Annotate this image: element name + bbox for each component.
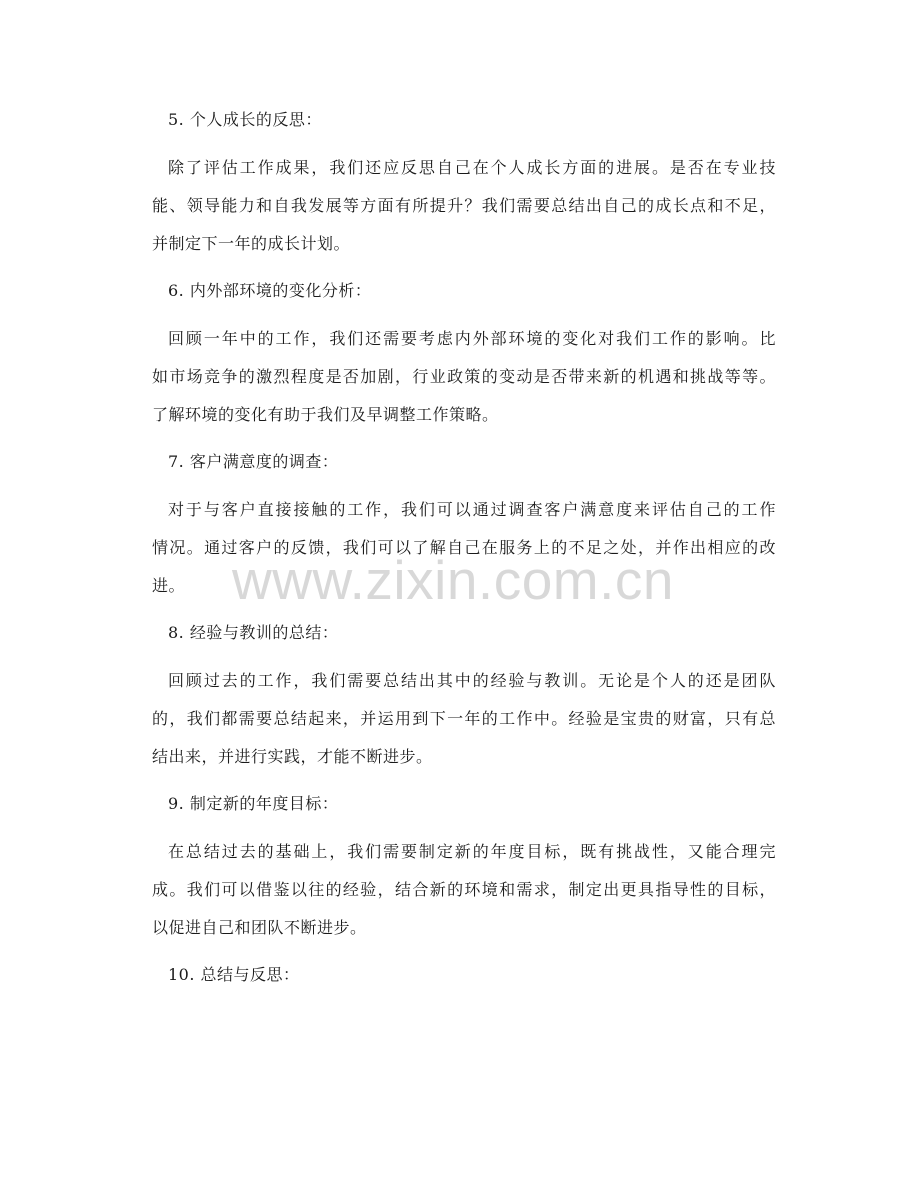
section-heading: 8. 经验与教训的总结： <box>168 623 339 642</box>
paragraph-line: 并制定下一年的成长计划。 <box>152 234 351 253</box>
paragraph-line: 在总结过去的基础上，我们需要制定新的年度目标，既有挑战性，又能合理完 <box>168 842 776 861</box>
watermark: www.zixin.com.cn <box>232 549 674 611</box>
paragraph-line: 回顾过去的工作，我们需要总结出其中的经验与教训。无论是个人的还是团队 <box>168 671 776 690</box>
paragraph-line: 以促进自己和团队不断进步。 <box>152 918 367 937</box>
paragraph-line: 除了评估工作成果，我们还应反思自己在个人成长方面的进展。是否在专业技 <box>168 158 776 177</box>
paragraph-line: 如市场竞争的激烈程度是否加剧，行业政策的变动是否带来新的机遇和挑战等等。 <box>152 367 776 386</box>
paragraph-line: 结出来，并进行实践，才能不断进步。 <box>152 747 433 766</box>
section-heading: 6. 内外部环境的变化分析： <box>168 281 372 300</box>
paragraph-line: 了解环境的变化有助于我们及早调整工作策略。 <box>152 405 499 424</box>
paragraph-line: 的，我们都需要总结起来，并运用到下一年的工作中。经验是宝贵的财富，只有总 <box>152 709 776 728</box>
section-heading: 10. 总结与反思： <box>168 965 300 984</box>
paragraph-line: 情况。通过客户的反馈，我们可以了解自己在服务上的不足之处，并作出相应的改 <box>152 538 776 557</box>
paragraph-line: 进。 <box>152 576 186 595</box>
paragraph-line: 对于与客户直接接触的工作，我们可以通过调查客户满意度来评估自己的工作 <box>168 500 776 519</box>
paragraph-line: 回顾一年中的工作，我们还需要考虑内外部环境的变化对我们工作的影响。比 <box>168 329 776 348</box>
section-heading: 5. 个人成长的反思： <box>168 110 322 129</box>
section-heading: 7. 客户满意度的调查： <box>168 452 339 471</box>
paragraph-line: 能、领导能力和自我发展等方面有所提升？我们需要总结出自己的成长点和不足， <box>152 196 776 215</box>
section-heading: 9. 制定新的年度目标： <box>168 794 339 813</box>
paragraph-line: 成。我们可以借鉴以往的经验，结合新的环境和需求，制定出更具指导性的目标， <box>152 880 776 899</box>
